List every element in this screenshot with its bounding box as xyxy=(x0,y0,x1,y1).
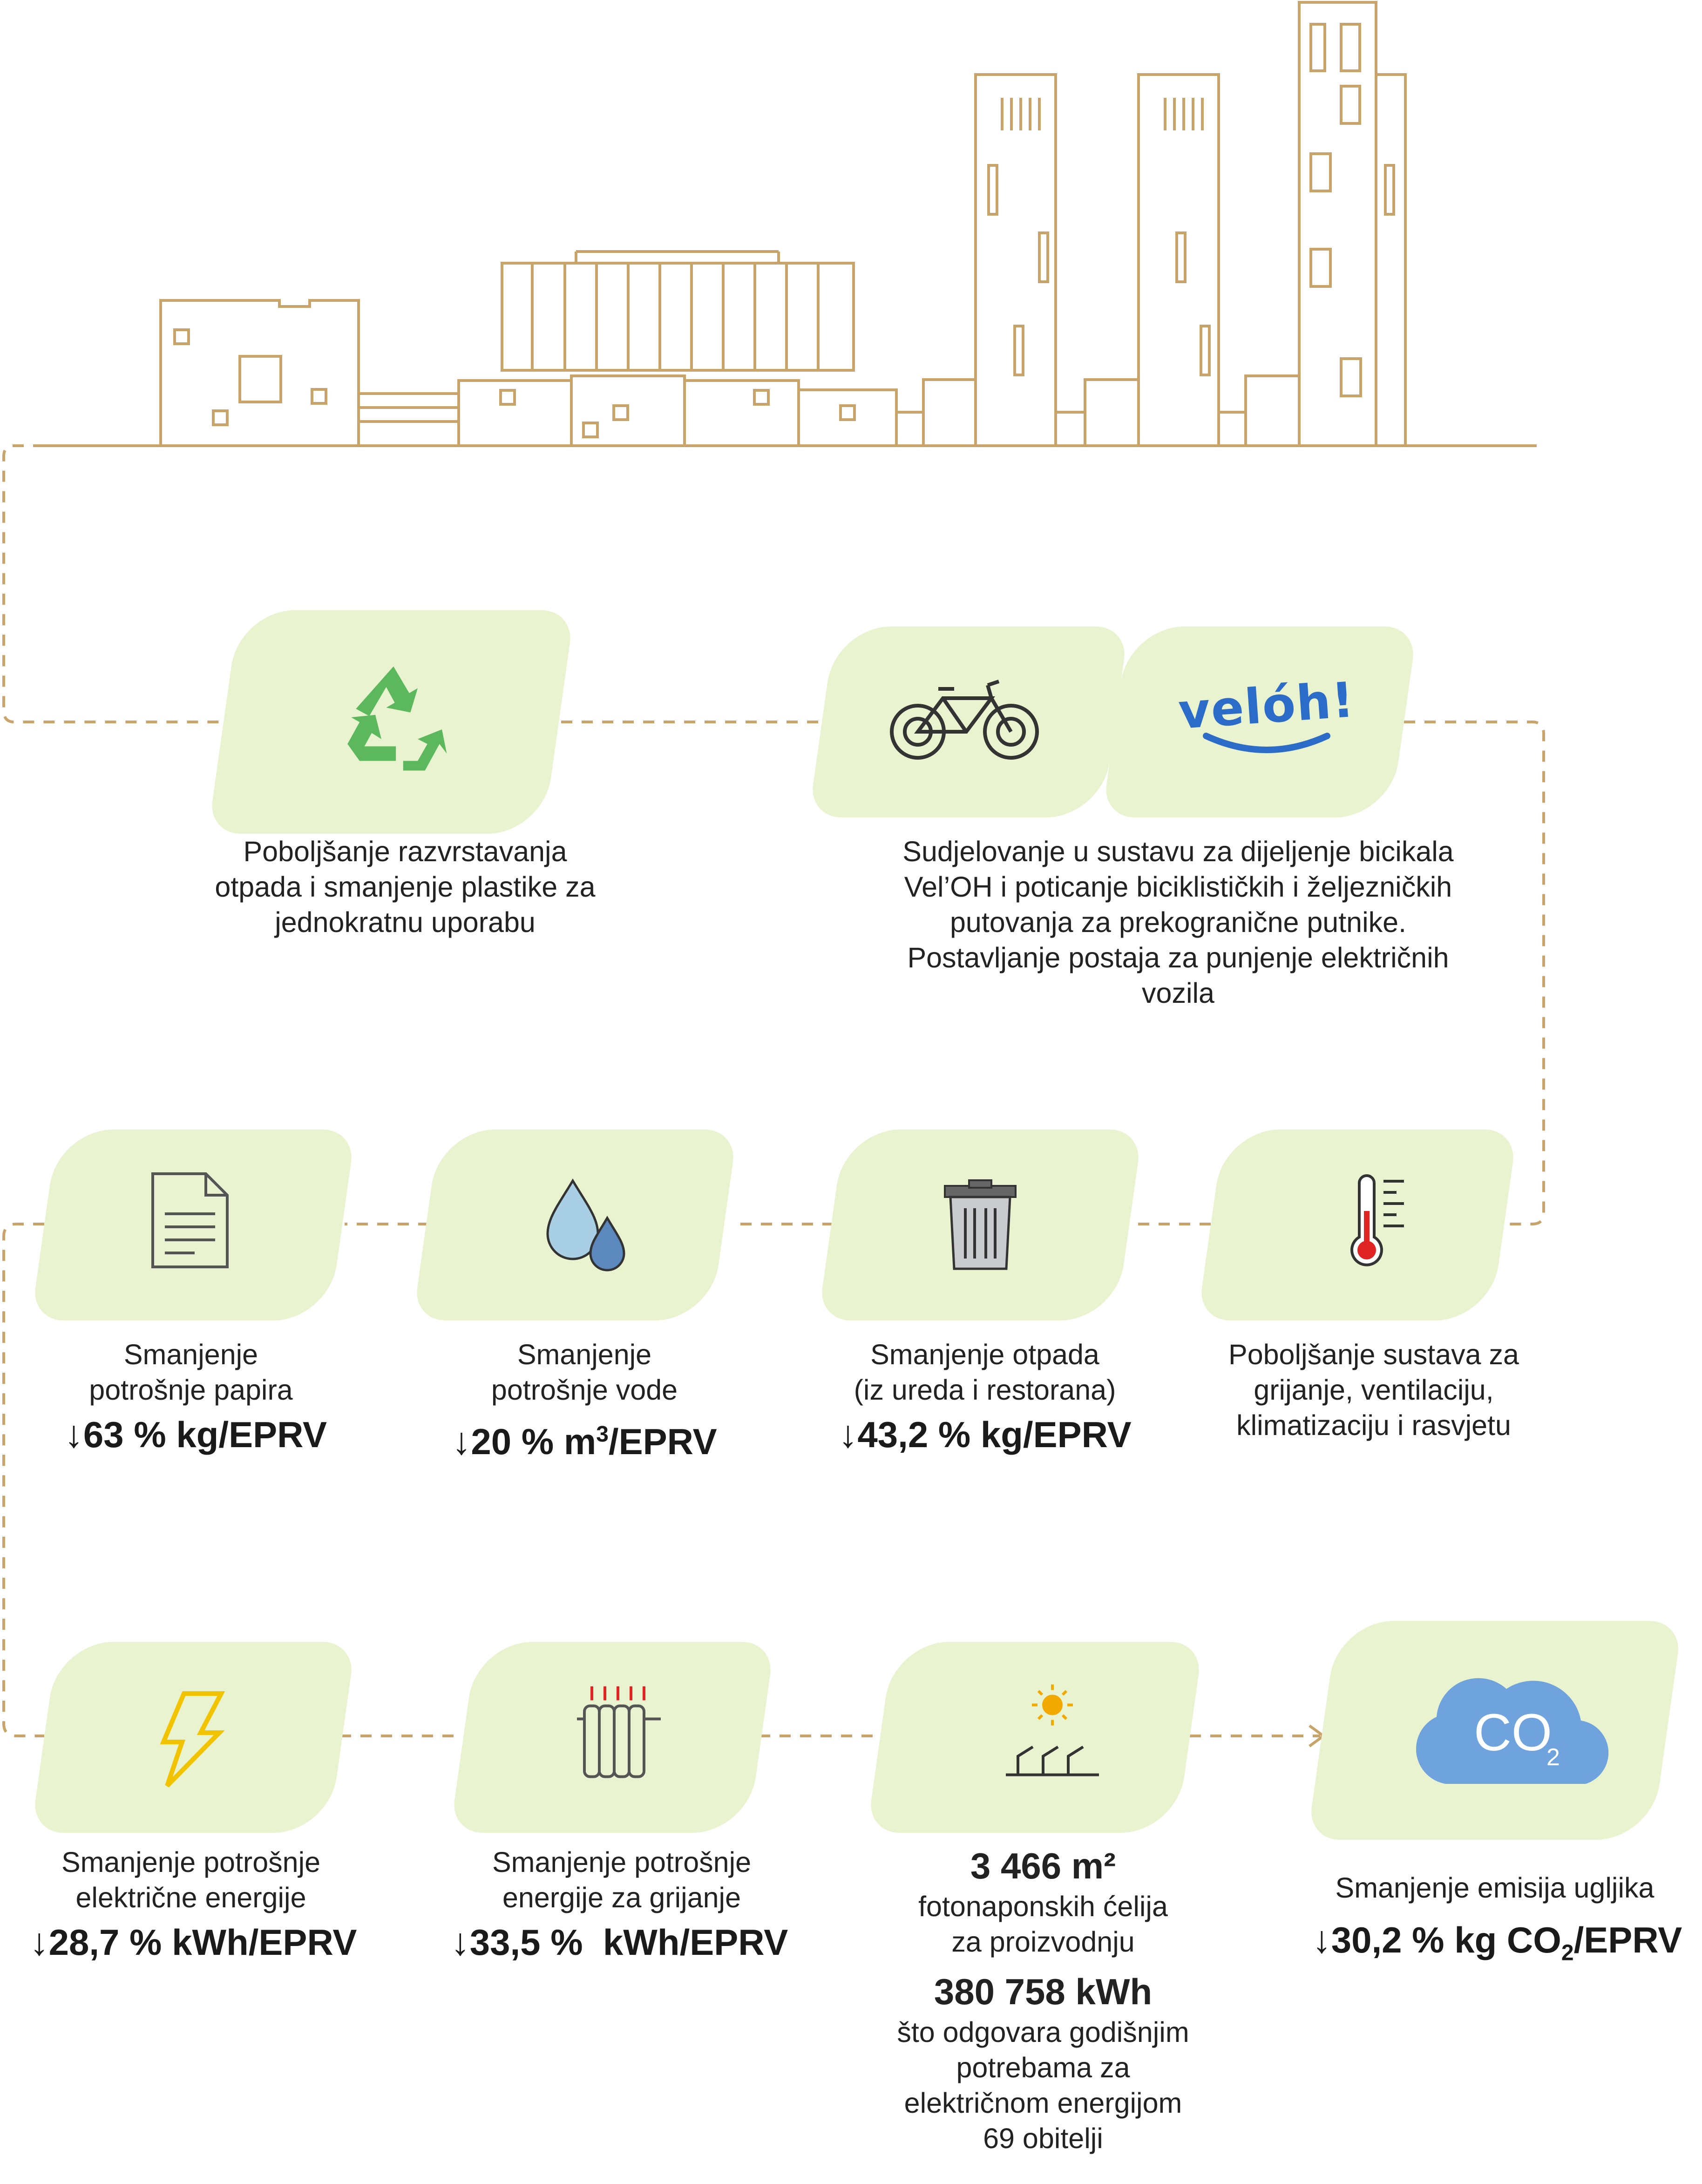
heating-stat: ↓33,5 % kWh/EPRV xyxy=(450,1921,788,1963)
paper-caption: Smanjenje potrošnje papira xyxy=(89,1339,293,1406)
co2-cloud-subscript: 2 xyxy=(1546,1744,1560,1771)
recycle-icon xyxy=(333,657,454,778)
paper-stat: ↓63 % kg/EPRV xyxy=(64,1413,327,1456)
water-caption: Smanjenje potrošnje vode xyxy=(491,1339,678,1406)
solar-energy-value: 380 758 kWh xyxy=(934,1971,1153,2012)
document-icon xyxy=(148,1169,232,1272)
heating-caption: Smanjenje potrošnje energije za grijanje xyxy=(492,1846,752,1913)
trash-bin-icon xyxy=(943,1178,1017,1272)
down-arrow-icon: ↓ xyxy=(450,1921,470,1963)
co2-caption: Smanjenje emisija ugljika xyxy=(1335,1872,1655,1904)
veloh-logo xyxy=(1169,671,1364,759)
electricity-stat: ↓28,7 % kWh/EPRV xyxy=(29,1921,357,1963)
radiator-icon xyxy=(575,1681,668,1782)
hvac-caption: Poboljšanje sustava za grijanje, ventilaciju, klimatizaciju i rasvjetu xyxy=(1228,1339,1519,1441)
water-stat: ↓20 % $m^3$/EPRV xyxy=(452,1420,717,1463)
thermometer-icon xyxy=(1348,1174,1409,1272)
solar-energy-caption: što odgovara godišnjim potrebama za električnom energijom 69 obitelji xyxy=(897,2016,1189,2154)
waste-stat: ↓43,2 % kg/EPRV xyxy=(838,1413,1132,1456)
veloh-logo-text: velóh! xyxy=(1176,671,1357,741)
electricity-caption: Smanjenje potrošnje električne energije xyxy=(61,1846,321,1913)
down-arrow-icon: ↓ xyxy=(29,1921,49,1963)
solar-area-value: 3 466 m² xyxy=(970,1845,1116,1886)
down-arrow-icon: ↓ xyxy=(1312,1919,1331,1961)
solar-area-caption: fotonaponskih ćelija za proizvodnju xyxy=(918,1891,1168,1958)
solar-panels-icon xyxy=(1001,1681,1104,1786)
recycling-caption: Poboljšanje razvrstavanja otpada i smanjenje plastike za jednokratnu uporabu xyxy=(215,836,596,938)
water-drops-icon xyxy=(540,1176,629,1274)
bike-caption: Sudjelovanje u sustavu za dijeljenje bicikala Vel’OH i poticanje biciklističkih i željezničkih putovanja za prekogranične putnike. Postavljanje postaja za punjenje električnih vozila xyxy=(902,836,1454,1009)
co2-cloud-icon xyxy=(1409,1663,1614,1789)
down-arrow-icon: ↓ xyxy=(64,1413,83,1456)
co2-cloud-label: CO xyxy=(1474,1703,1552,1762)
waste-caption: Smanjenje otpada (iz ureda i restorana) xyxy=(854,1339,1116,1406)
down-arrow-icon: ↓ xyxy=(452,1420,471,1463)
down-arrow-icon: ↓ xyxy=(838,1413,858,1456)
lightning-bolt-icon xyxy=(156,1691,226,1789)
bicycle-icon xyxy=(887,659,1045,766)
co2-stat: ↓30,2 % kg $CO_2$/EPRV xyxy=(1312,1919,1682,1966)
